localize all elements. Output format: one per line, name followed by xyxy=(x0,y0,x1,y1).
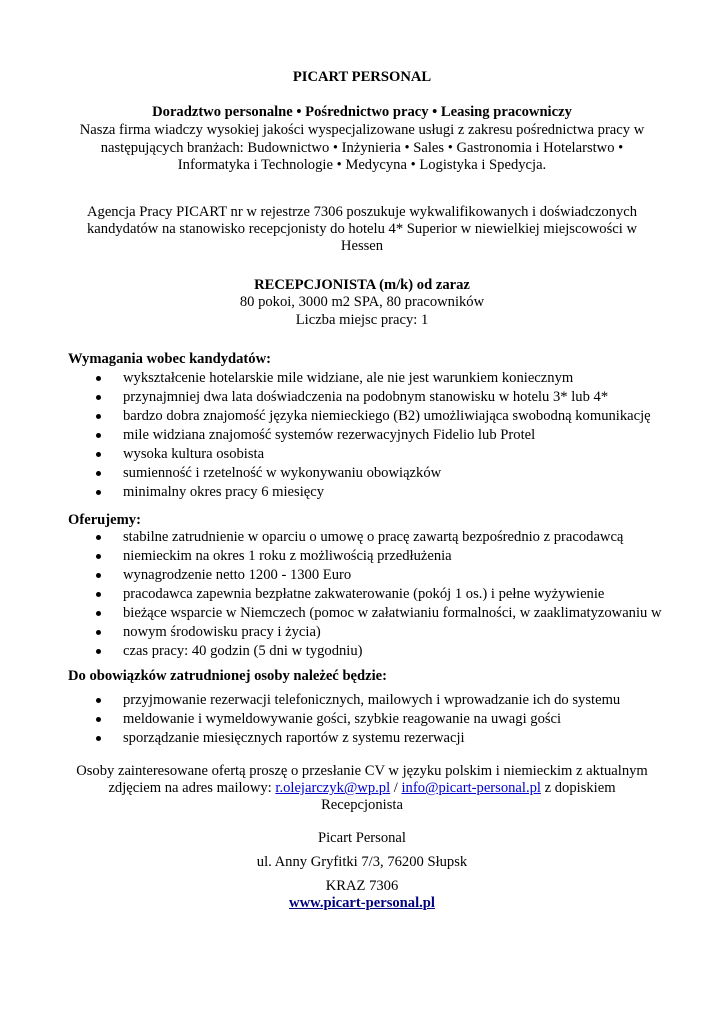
footer-address: ul. Anny Gryfitki 7/3, 76200 Słupsk xyxy=(256,854,468,870)
list-item: czas pracy: 40 godzin (5 dni w tygodniu) xyxy=(66,642,96,661)
job-title: RECEPCJONISTA (m/k) od zaraz xyxy=(254,277,470,293)
company-name: PICART PERSONAL xyxy=(292,69,432,85)
list-item: sporządzanie miesięcznych raportów z systemu rezerwacji xyxy=(66,729,96,748)
bullet-icon xyxy=(96,611,101,616)
bullet-icon xyxy=(96,592,101,597)
intro-line: Informatyka i Technologie • Medycyna • Logistyka i Spedycja. xyxy=(177,157,547,173)
duties-list xyxy=(66,691,621,748)
list-item: wysoka kultura osobista xyxy=(66,445,96,464)
bullet-icon xyxy=(96,573,101,578)
list-item: nowym środowisku pracy i życia) xyxy=(66,623,96,642)
email-link-info[interactable]: info@picart-personal.pl xyxy=(401,780,541,796)
job-details: 80 pokoi, 3000 m2 SPA, 80 pracowników xyxy=(239,294,485,310)
offer-heading: Oferujemy: xyxy=(68,512,141,528)
bullet-icon xyxy=(96,395,101,400)
list-item: wykształcenie hotelarskie mile widziane, ale nie jest warunkiem koniecznym xyxy=(66,369,96,388)
bullet-icon xyxy=(96,535,101,540)
requirements-list xyxy=(66,369,651,502)
website-link[interactable]: www.picart-personal.pl xyxy=(289,895,435,911)
list-item: bardzo dobra znajomość języka niemieckiego (B2) umożliwiająca swobodną komunikację xyxy=(66,407,96,426)
list-item: meldowanie i wymeldowywanie gości, szybkie reagowanie na uwagi gości xyxy=(66,710,96,729)
list-item: pracodawca zapewnia bezpłatne zakwaterowanie (pokój 1 os.) i pełne wyżywienie xyxy=(66,585,96,604)
list-item: stabilne zatrudnienie w oparciu o umowę o pracę zawartą bezpośrednio z pracodawcą xyxy=(66,528,96,547)
agency-line: kandydatów na stanowisko recepcjonisty do hotelu 4* Superior w niewielkiej miejscowości w xyxy=(87,221,637,237)
bullet-icon xyxy=(96,554,101,559)
list-item: przynajmniej dwa lata doświadczenia na podobnym stanowisku w hotelu 3* lub 4* xyxy=(66,388,96,407)
job-positions: Liczba miejsc pracy: 1 xyxy=(295,312,429,328)
offer-list xyxy=(66,528,662,661)
list-item: wynagrodzenie netto 1200 - 1300 Euro xyxy=(66,566,96,585)
contact-line: Osoby zainteresowane ofertą proszę o przesłanie CV w języku polskim i niemieckim z aktualnym xyxy=(76,763,648,779)
list-item: przyjmowanie rezerwacji telefonicznych, mailowych i wprowadzanie ich do systemu xyxy=(66,691,96,710)
intro-line: następujących branżach: Budownictwo • Inżynieria • Sales • Gastronomia i Hotelarstwo • xyxy=(100,140,624,156)
footer-website-line xyxy=(66,894,658,912)
list-item: mile widziana znajomość systemów rezerwacyjnych Fidelio lub Protel xyxy=(66,426,96,445)
agency-line: Agencja Pracy PICART nr w rejestrze 7306 poszukuje wykwalifikowanych i doświadczonych xyxy=(86,204,638,220)
tagline: Doradztwo personalne • Pośrednictwo pracy • Leasing pracowniczy xyxy=(152,104,572,120)
list-item: sumienność i rzetelność w wykonywaniu obowiązków xyxy=(66,464,96,483)
list-item: minimalny okres pracy 6 miesięcy xyxy=(66,483,96,502)
footer-kraz: KRAZ 7306 xyxy=(325,878,399,894)
contact-line: zdjęciem na adres mailowy: r.olejarczyk@wp.pl / info@picart-personal.pl z dopiskiem xyxy=(108,780,616,796)
contact-line: Recepcjonista xyxy=(321,797,403,813)
bullet-icon xyxy=(96,433,101,438)
bullet-icon xyxy=(96,376,101,381)
requirements-heading: Wymagania wobec kandydatów: xyxy=(68,351,271,367)
bullet-icon xyxy=(96,414,101,419)
bullet-icon xyxy=(96,490,101,495)
duties-heading: Do obowiązków zatrudnionej osoby należeć będzie: xyxy=(68,668,388,684)
bullet-icon xyxy=(96,736,101,741)
bullet-icon xyxy=(96,717,101,722)
list-item: niemieckim na okres 1 roku z możliwością przedłużenia xyxy=(66,547,96,566)
list-item: bieżące wsparcie w Niemczech (pomoc w załatwianiu formalności, w zaaklimatyzowaniu w xyxy=(66,604,96,623)
intro-line: Nasza firma wiadczy wysokiej jakości wyspecjalizowane usługi z zakresu pośrednictwa pracy w xyxy=(79,122,645,138)
bullet-icon xyxy=(96,698,101,703)
bullet-icon xyxy=(96,471,101,476)
bullet-icon xyxy=(96,649,101,654)
bullet-icon xyxy=(96,452,101,457)
footer-name: Picart Personal xyxy=(318,830,406,846)
agency-line: Hessen xyxy=(340,238,384,254)
bullet-icon xyxy=(96,630,101,635)
email-link-olejarczyk[interactable]: r.olejarczyk@wp.pl xyxy=(275,780,391,796)
